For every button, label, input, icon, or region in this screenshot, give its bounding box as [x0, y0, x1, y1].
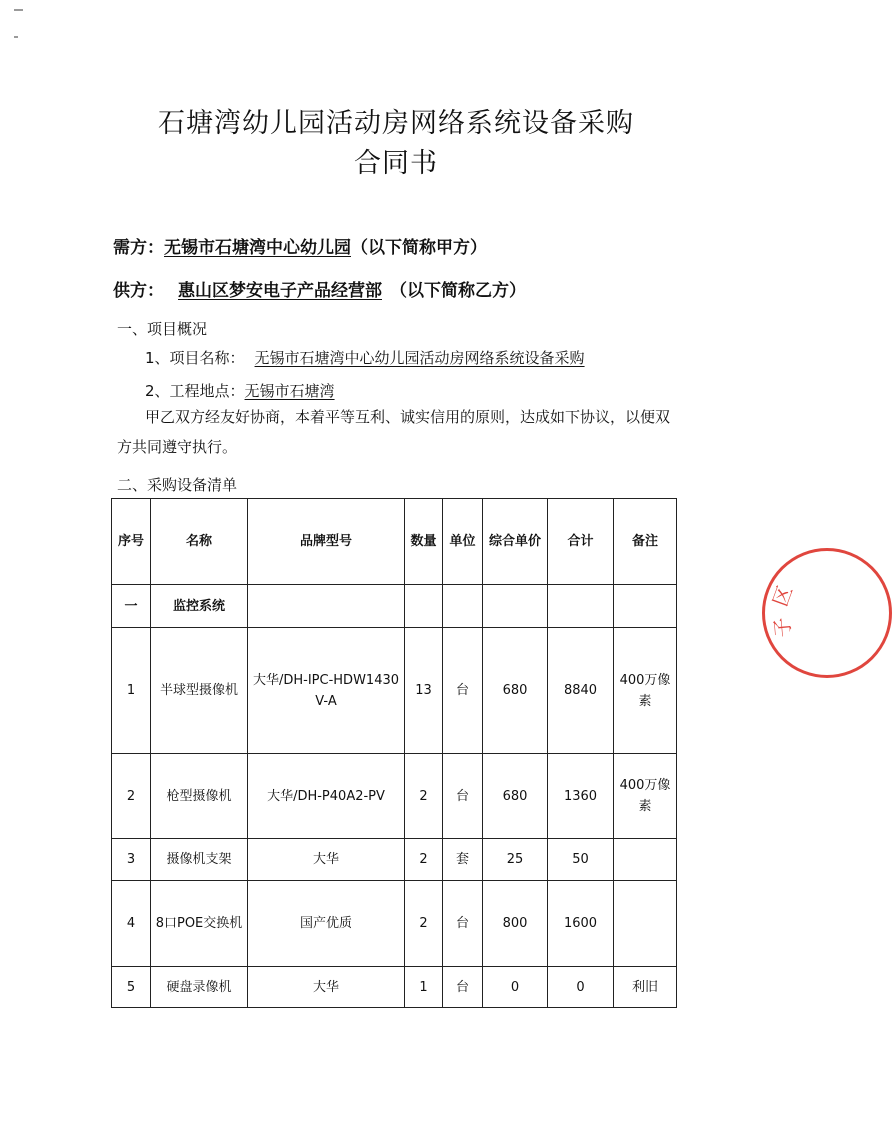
project-site-label: 2、工程地点：: [145, 382, 245, 400]
document-title: 石塘湾幼儿园活动房网络系统设备采购: [158, 108, 634, 139]
cell-price: 25: [483, 839, 548, 881]
cell-name: 摄像机支架: [151, 839, 248, 881]
cell-qty: 2: [405, 839, 443, 881]
table-group-row: [112, 585, 677, 628]
cell-unit: 台: [443, 881, 483, 967]
scan-speck: [14, 9, 23, 11]
scan-speck: [14, 36, 18, 38]
table-header-row: [112, 499, 677, 585]
cell-remark: [614, 839, 677, 881]
party-a-label: 需方：: [113, 238, 164, 258]
company-seal: [762, 548, 892, 678]
table-row: [112, 754, 677, 839]
agreement-paragraph: 甲乙双方经友好协商，本着平等互利、诚实信用的原则，达成如下协议，以便双方共同遵守执行。: [117, 408, 671, 456]
cell-unit: 台: [443, 967, 483, 1008]
cell-seq: 4: [112, 881, 151, 967]
header-price: 综合单价: [483, 499, 548, 585]
cell-seq: 1: [112, 628, 151, 754]
section-heading-overview: 一、项目概况: [117, 320, 208, 338]
header-unit: 单位: [443, 499, 483, 585]
header-model: 品牌型号: [248, 499, 405, 585]
cell-total: 1600: [548, 881, 614, 967]
cell-price: 800: [483, 881, 548, 967]
cell-remark: 400万像素: [614, 754, 677, 839]
cell-total: 1360: [548, 754, 614, 839]
cell-seq: 3: [112, 839, 151, 881]
project-site-value: 无锡市石塘湾: [244, 382, 335, 400]
cell-total: 50: [548, 839, 614, 881]
project-site-line: [145, 380, 347, 402]
party-a-line: [113, 236, 487, 260]
cell-name: 8口POE交换机: [151, 881, 248, 967]
cell-total: 8840: [548, 628, 614, 754]
project-name-line: [145, 347, 597, 369]
project-name-label: 1、项目名称：: [145, 349, 245, 367]
cell-qty: 13: [405, 628, 443, 754]
cell-remark: 400万像素: [614, 628, 677, 754]
cell-remark: 利旧: [614, 967, 677, 1008]
cell-model: 大华: [248, 839, 405, 881]
section-heading-equipment: 二、采购设备清单: [117, 476, 238, 494]
cell-seq: 2: [112, 754, 151, 839]
cell-name: 硬盘录像机: [151, 967, 248, 1008]
header-name: 名称: [151, 499, 248, 585]
table-row: [112, 628, 677, 754]
cell-model: 大华/DH-IPC-HDW1430V-A: [248, 628, 405, 754]
cell-model: 大华/DH-P40A2-PV: [248, 754, 405, 839]
cell-model: 大华: [248, 967, 405, 1008]
cell-unit: 台: [443, 754, 483, 839]
table-row: [112, 967, 677, 1008]
header-seq: 序号: [112, 499, 151, 585]
project-name-value: 无锡市石塘湾中心幼儿园活动房网络系统设备采购: [254, 349, 585, 367]
header-remark: 备注: [614, 499, 677, 585]
party-b-label: 供方：: [113, 281, 164, 301]
cell-name: 半球型摄像机: [151, 628, 248, 754]
cell-model: 国产优质: [248, 881, 405, 967]
party-a-name: 无锡市石塘湾中心幼儿园: [164, 238, 351, 258]
cell-unit: 台: [443, 628, 483, 754]
party-b-suffix: （以下简称乙方）: [390, 281, 526, 301]
cell-qty: 1: [405, 967, 443, 1008]
cell-name: 枪型摄像机: [151, 754, 248, 839]
group-name: 监控系统: [151, 585, 248, 628]
cell-price: 680: [483, 628, 548, 754]
cell-qty: 2: [405, 754, 443, 839]
header-total: 合计: [548, 499, 614, 585]
table-row: [112, 881, 677, 967]
header-qty: 数量: [405, 499, 443, 585]
equipment-table: [111, 498, 677, 1008]
party-b-line: [113, 279, 526, 303]
table-row: [112, 839, 677, 881]
seal-char: 子: [769, 616, 796, 639]
cell-qty: 2: [405, 881, 443, 967]
seal-char: 区: [767, 582, 798, 610]
cell-price: 0: [483, 967, 548, 1008]
cell-price: 680: [483, 754, 548, 839]
party-a-suffix: （以下简称甲方）: [351, 238, 487, 258]
cell-unit: 套: [443, 839, 483, 881]
document-subtitle: 合同书: [354, 148, 438, 179]
party-b-name: 惠山区梦安电子产品经营部: [178, 281, 382, 301]
cell-seq: 5: [112, 967, 151, 1008]
cell-remark: [614, 881, 677, 967]
cell-total: 0: [548, 967, 614, 1008]
group-seq: 一: [112, 585, 151, 628]
